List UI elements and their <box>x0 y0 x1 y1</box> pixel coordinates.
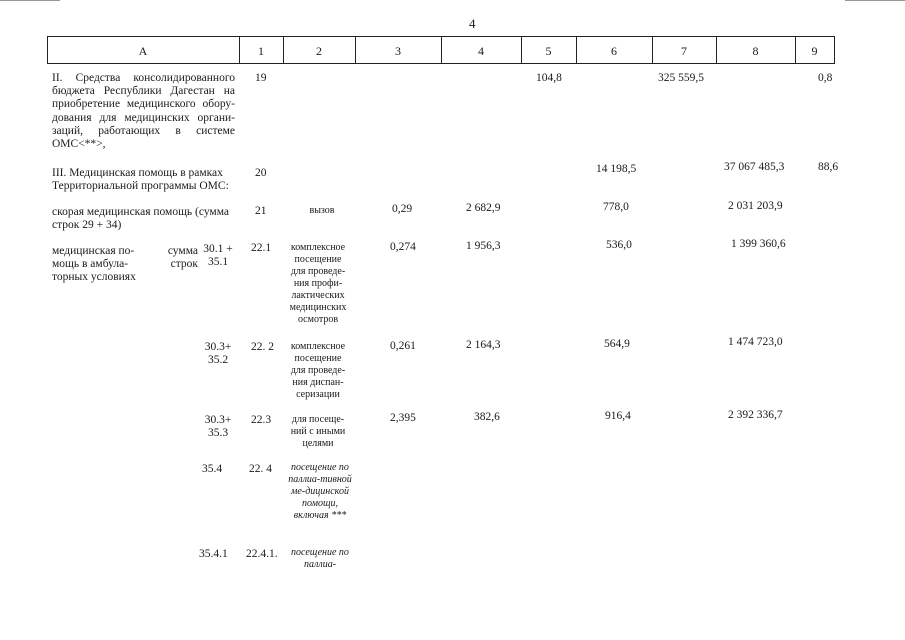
row-reference: 30.3+ 35.3 <box>204 414 232 440</box>
row-title: медицинская по-мощь в амбула-торных условиях <box>52 245 136 284</box>
cell-value: 382,6 <box>474 411 500 423</box>
column-header-8: 8 <box>752 44 759 58</box>
cell-value: 37 067 485,3 <box>724 161 785 173</box>
cell-value: 778,0 <box>603 201 629 213</box>
cell-value: 564,9 <box>604 338 630 350</box>
cell-value: 0,261 <box>390 340 416 352</box>
row-number: 22.1 <box>251 242 272 254</box>
unit-of-measure: посещение по паллиа- <box>291 547 349 570</box>
page-number: 4 <box>469 16 476 31</box>
scan-edge-mark-left <box>0 0 60 1</box>
row-number: 22. 4 <box>249 463 272 475</box>
row-number: 20 <box>255 167 267 179</box>
cell-value: 2 164,3 <box>466 339 501 351</box>
cell-value: 1 474 723,0 <box>728 336 783 348</box>
column-header-1: 1 <box>258 44 264 58</box>
cell-value: 1 956,3 <box>466 240 501 252</box>
cell-value: 2 392 336,7 <box>728 409 783 421</box>
cell-value: 88,6 <box>818 161 839 173</box>
column-header-7: 7 <box>681 44 687 58</box>
cell-value: 1 399 360,6 <box>731 238 786 250</box>
column-header-4: 4 <box>478 44 484 58</box>
unit-of-measure: комплексное посещение для проведе-ния диспан-серизации <box>290 341 346 400</box>
row-number: 22.4.1. <box>246 548 278 560</box>
cell-value: 0,274 <box>390 241 416 253</box>
column-header-5: 5 <box>545 44 552 58</box>
scan-edge-mark-right <box>845 0 905 1</box>
unit-of-measure: комплексное посещение для проведе-ния профи-лактических медицинских осмотров <box>289 242 347 325</box>
unit-of-measure: посещение по паллиа-тивной ме-дицинской помощи, включая *** <box>288 462 352 521</box>
cell-value: 536,0 <box>606 239 632 251</box>
row-reference: 35.4 <box>202 463 223 475</box>
column-header-9: 9 <box>811 44 818 58</box>
row-number: 19 <box>255 72 267 84</box>
unit-of-measure: для посеще-ний с иными целями <box>290 414 346 449</box>
column-header-a: А <box>138 44 148 58</box>
cell-value: 325 559,5 <box>658 72 704 84</box>
cell-value: 0,8 <box>818 72 833 84</box>
row-title: II. Средства консолидированного бюджета Республики Дагестан на приобретение медицинского обору-дования для медицинских органи-заций, работающих в системе ОМС<**>, <box>52 72 235 151</box>
cell-value: 14 198,5 <box>596 163 637 175</box>
header-divider <box>834 36 835 64</box>
row-number: 22. 2 <box>251 341 274 353</box>
row-reference: 35.4.1 <box>199 548 228 560</box>
column-header-6: 6 <box>611 44 617 58</box>
column-header-3: 3 <box>395 44 401 58</box>
row-title: скорая медицинская помощь (сумма строк 29 + 34) <box>52 206 230 232</box>
row-number: 22.3 <box>251 414 272 426</box>
row-number: 21 <box>255 205 267 217</box>
cell-value: 2,395 <box>390 412 416 424</box>
cell-value: 916,4 <box>605 410 631 422</box>
row-reference: 30.1 + 35.1 <box>203 243 233 269</box>
column-header-2: 2 <box>316 44 322 58</box>
unit-of-measure: вызов <box>309 205 335 216</box>
cell-value: 0,29 <box>392 203 413 215</box>
cell-value: 104,8 <box>536 72 562 84</box>
row-reference: 30.3+ 35.2 <box>204 341 232 367</box>
cell-value: 2 031 203,9 <box>728 200 783 212</box>
row-title: III. Медицинская помощь в рамках Территориальной программы ОМС: <box>52 167 229 193</box>
cell-value: 2 682,9 <box>466 202 501 214</box>
row-title-note: сумма строк <box>167 245 198 271</box>
